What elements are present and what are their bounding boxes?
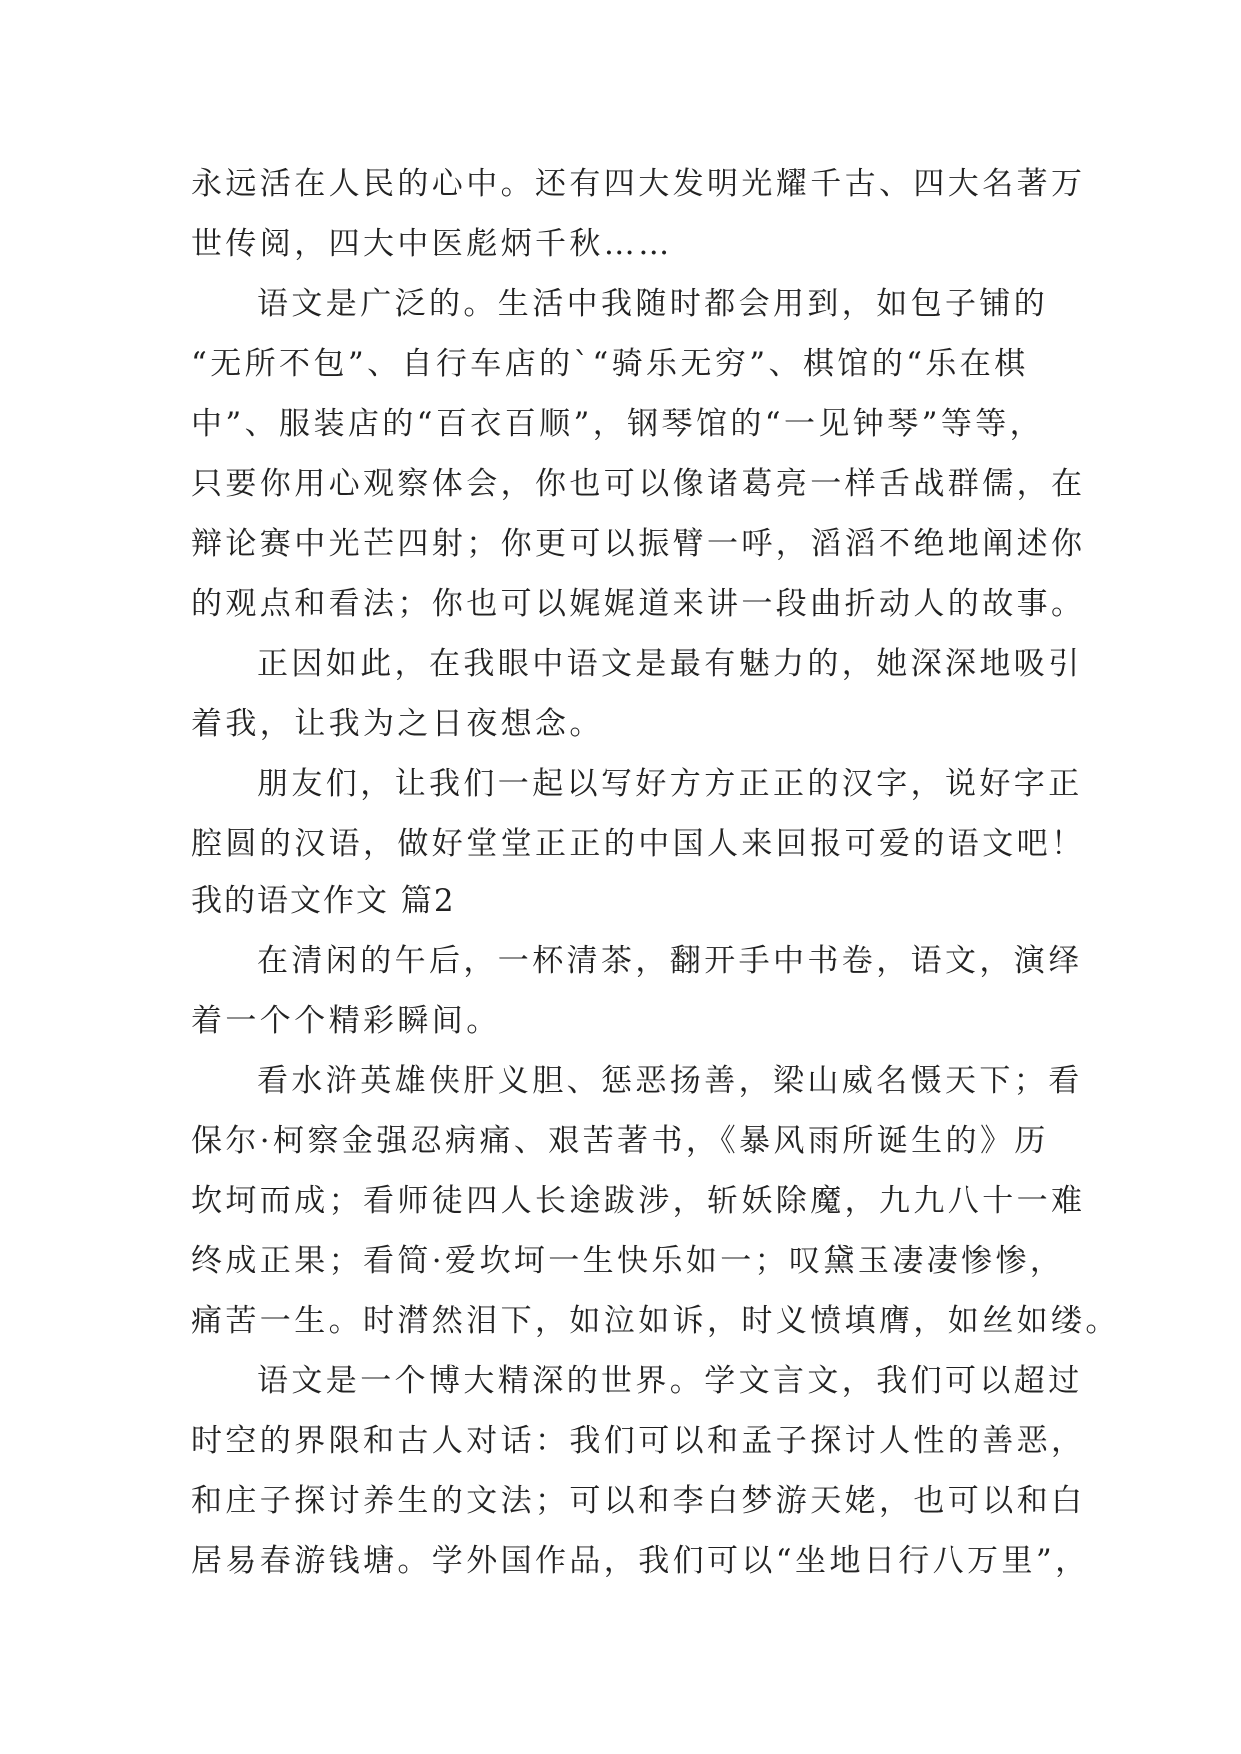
paragraph-start-line: 看水浒英雄侠肝义胆、惩恶扬善，梁山威名慑天下；看 [257,1063,1083,1099]
text-line: 时空的界限和古人对话：我们可以和孟子探讨人性的善恶， [191,1423,1086,1459]
paragraph-start-line: 正因如此，在我眼中语文是最有魅力的，她深深地吸引 [257,646,1083,682]
paragraph-start-line: 语文是一个博大精深的世界。学文言文，我们可以超过 [257,1363,1083,1399]
text-line: 痛苦一生。时潸然泪下，如泣如诉，时义愤填膺，如丝如缕。 [191,1303,1120,1339]
text-line: 着我，让我为之日夜想念。 [191,706,604,742]
text-line: 永远活在人民的心中。还有四大发明光耀千古、四大名著万 [191,166,1086,202]
section-heading: 我的语文作文 篇2 [191,883,456,919]
paragraph-start-line: 语文是广泛的。生活中我随时都会用到，如包子铺的 [257,286,1049,322]
text-line: 着一个个精彩瞬间。 [191,1003,501,1039]
text-line: 只要你用心观察体会，你也可以像诸葛亮一样舌战群儒，在 [191,466,1086,502]
text-line: 坎坷而成；看师徒四人长途跋涉，斩妖除魔，九九八十一难 [191,1183,1086,1219]
text-line: “无所不包”、自行车店的`“骑乐无穷”、棋馆的“乐在棋 [191,346,1029,382]
text-line: 的观点和看法；你也可以娓娓道来讲一段曲折动人的故事。 [191,586,1086,622]
text-line: 腔圆的汉语，做好堂堂正正的中国人来回报可爱的语文吧！ [191,826,1086,862]
text-line: 保尔·柯察金强忍病痛、艰苦著书，《暴风雨所诞生的》历 [191,1123,1049,1159]
text-line: 终成正果；看简·爱坎坷一生快乐如一；叹黛玉凄凄惨惨， [191,1243,1065,1279]
text-line: 和庄子探讨养生的文法；可以和李白梦游天姥，也可以和白 [191,1483,1086,1519]
text-line: 居易春游钱塘。学外国作品，我们可以“坐地日行八万里”， [191,1543,1090,1579]
paragraph-start-line: 在清闲的午后，一杯清茶，翻开手中书卷，语文，演绎 [257,943,1083,979]
paragraph-start-line: 朋友们，让我们一起以写好方方正正的汉字，说好字正 [257,766,1083,802]
text-line: 中”、服装店的“百衣百顺”，钢琴馆的“一见钟琴”等等， [191,406,1045,442]
text-line: 世传阅，四大中医彪炳千秋…… [191,226,673,262]
text-line: 辩论赛中光芒四射；你更可以振臂一呼，滔滔不绝地阐述你 [191,526,1086,562]
